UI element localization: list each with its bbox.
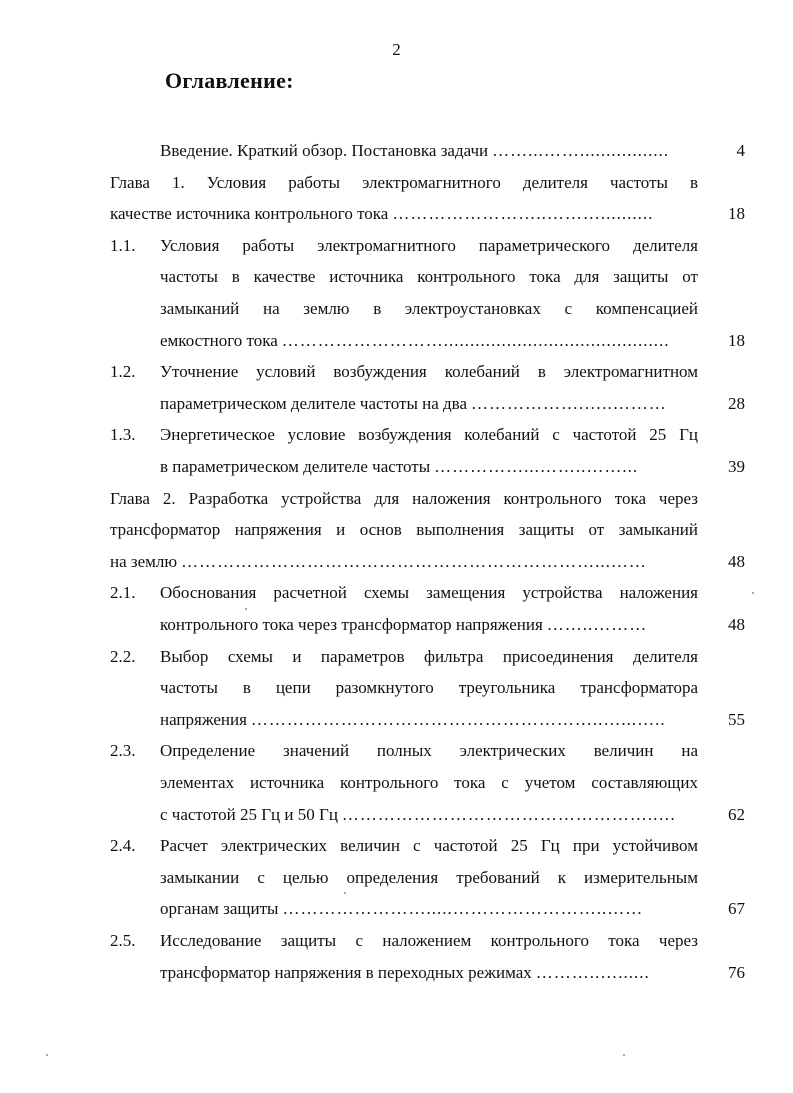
entry-line: Энергетическое условие возбуждения колебаний с частотой 25 Гц: [160, 425, 698, 445]
entry-line-text: с частотой 25 Гц и 50 Гц: [160, 804, 338, 824]
entry-text: [160, 641, 698, 736]
dot-leader: ……………………………………………..…: [341, 804, 677, 824]
entry-line-text: Введение. Краткий обзор. Постановка задачи: [160, 141, 489, 160]
scan-speck: [245, 608, 247, 610]
entry-line: частоты в цепи разомкнутого треугольника трансформатора: [160, 678, 698, 698]
page-ref: 28: [728, 393, 745, 413]
entry-line-text: трансформатор напряжения в переходных режимах: [160, 962, 532, 982]
dot-leader: ……………...……..……...: [434, 456, 639, 476]
page-ref: 55: [728, 709, 745, 729]
entry-line: трансформатор напряжения и основ выполнения защиты от замыканий: [110, 520, 698, 540]
entry-line-text: качестве источника контрольного тока: [110, 204, 389, 224]
scan-speck: [344, 892, 346, 894]
dot-leader: …………………….....……………………..……: [282, 899, 644, 919]
dot-leader: …………………………………………………..…...…..: [250, 709, 666, 729]
section-number: 2.4.: [110, 836, 136, 856]
dot-leader: ……………………..………..........: [392, 204, 654, 224]
page-title: Оглавление:: [165, 68, 294, 93]
section-number: 1.2.: [110, 362, 136, 382]
dot-leader: ……………….…..………: [471, 393, 667, 413]
entry-line: [110, 198, 698, 230]
entry-line: Определение значений полных электрических величин на: [160, 741, 698, 761]
entry-line: частоты в качестве источника контрольного тока для защиты от: [160, 267, 698, 287]
entry-line: [160, 957, 698, 989]
page-ref: 76: [728, 962, 745, 982]
entry-text: [110, 167, 698, 230]
entry-text: [160, 577, 698, 640]
scan-speck: [752, 592, 754, 594]
dot-leader: ……..………: [546, 614, 648, 634]
entry-line: замыкании с целью определения требований к измерительным: [160, 867, 698, 887]
entry-line: Глава 2. Разработка устройства для наложения контрольного тока через: [110, 488, 698, 508]
entry-line-text: емкостного тока: [160, 330, 278, 350]
entry-line: Глава 1. Условия работы электромагнитного делителя частоты в: [110, 172, 698, 192]
entry-line: Выбор схемы и параметров фильтра присоединения делителя: [160, 646, 698, 666]
entry-line: [160, 388, 698, 420]
entry-text: [160, 830, 698, 925]
entry-text: [160, 419, 698, 482]
page-ref: 48: [728, 551, 745, 571]
entry-text: [160, 356, 698, 419]
entry-line: [160, 451, 698, 483]
entry-line: [160, 325, 698, 357]
dot-leader: ………………………...........................................: [281, 330, 670, 350]
entry-line: [110, 546, 698, 578]
page-ref: 4: [736, 141, 745, 160]
dot-leader: ……...…….................: [492, 141, 670, 160]
section-number: 1.1.: [110, 235, 136, 255]
entry-text: [160, 735, 698, 830]
dot-leader: ………..…......: [535, 962, 650, 982]
entry-line: Обоснования расчетной схемы замещения устройства наложения: [160, 583, 698, 603]
scan-speck: [46, 1054, 48, 1056]
page-ref: 39: [728, 456, 745, 476]
entry-line: [160, 799, 698, 831]
entry-line: Уточнение условий возбуждения колебаний в электромагнитном: [160, 362, 698, 382]
entry-text: [160, 925, 698, 988]
page-ref: 62: [728, 804, 745, 824]
entry-text: [110, 483, 698, 578]
entry-line: элементах источника контрольного тока с учетом составляющих: [160, 772, 698, 792]
entry-line-text: на землю: [110, 551, 178, 571]
entry-line: [160, 609, 698, 641]
entry-text: [160, 135, 698, 167]
page-ref: 48: [728, 614, 745, 634]
section-number: 2.1.: [110, 583, 136, 603]
entry-line-text: контрольного тока через трансформатор напряжения: [160, 614, 543, 634]
entry-text: [160, 230, 698, 356]
entry-line: Расчет электрических величин с частотой 25 Гц при устойчивом: [160, 836, 698, 856]
entry-line-text: в параметрическом делителе частоты: [160, 456, 431, 476]
entry-line: замыканий на землю в электроустановках с компенсацией: [160, 298, 698, 318]
entry-line-text: параметрическом делителе частоты на два: [160, 393, 468, 413]
page-ref: 67: [728, 899, 745, 919]
entry-line-text: органам защиты: [160, 899, 279, 919]
section-number: 2.5.: [110, 931, 136, 950]
page-number: 2: [392, 40, 401, 59]
entry-line: [160, 893, 698, 925]
entry-line: [160, 135, 698, 167]
page-ref: 18: [728, 330, 745, 350]
section-number: 1.3.: [110, 425, 136, 445]
entry-line: Условия работы электромагнитного параметрического делителя: [160, 235, 698, 255]
page-ref: 18: [728, 204, 745, 224]
section-number: 2.2.: [110, 646, 136, 666]
scan-speck: [623, 1054, 625, 1056]
entry-line: Исследование защиты с наложением контрольного тока через: [160, 931, 698, 950]
section-number: 2.3.: [110, 741, 136, 761]
dot-leader: ……………………………………………………………...……: [181, 551, 647, 571]
entry-line: [160, 704, 698, 736]
entry-line-text: напряжения: [160, 709, 247, 729]
